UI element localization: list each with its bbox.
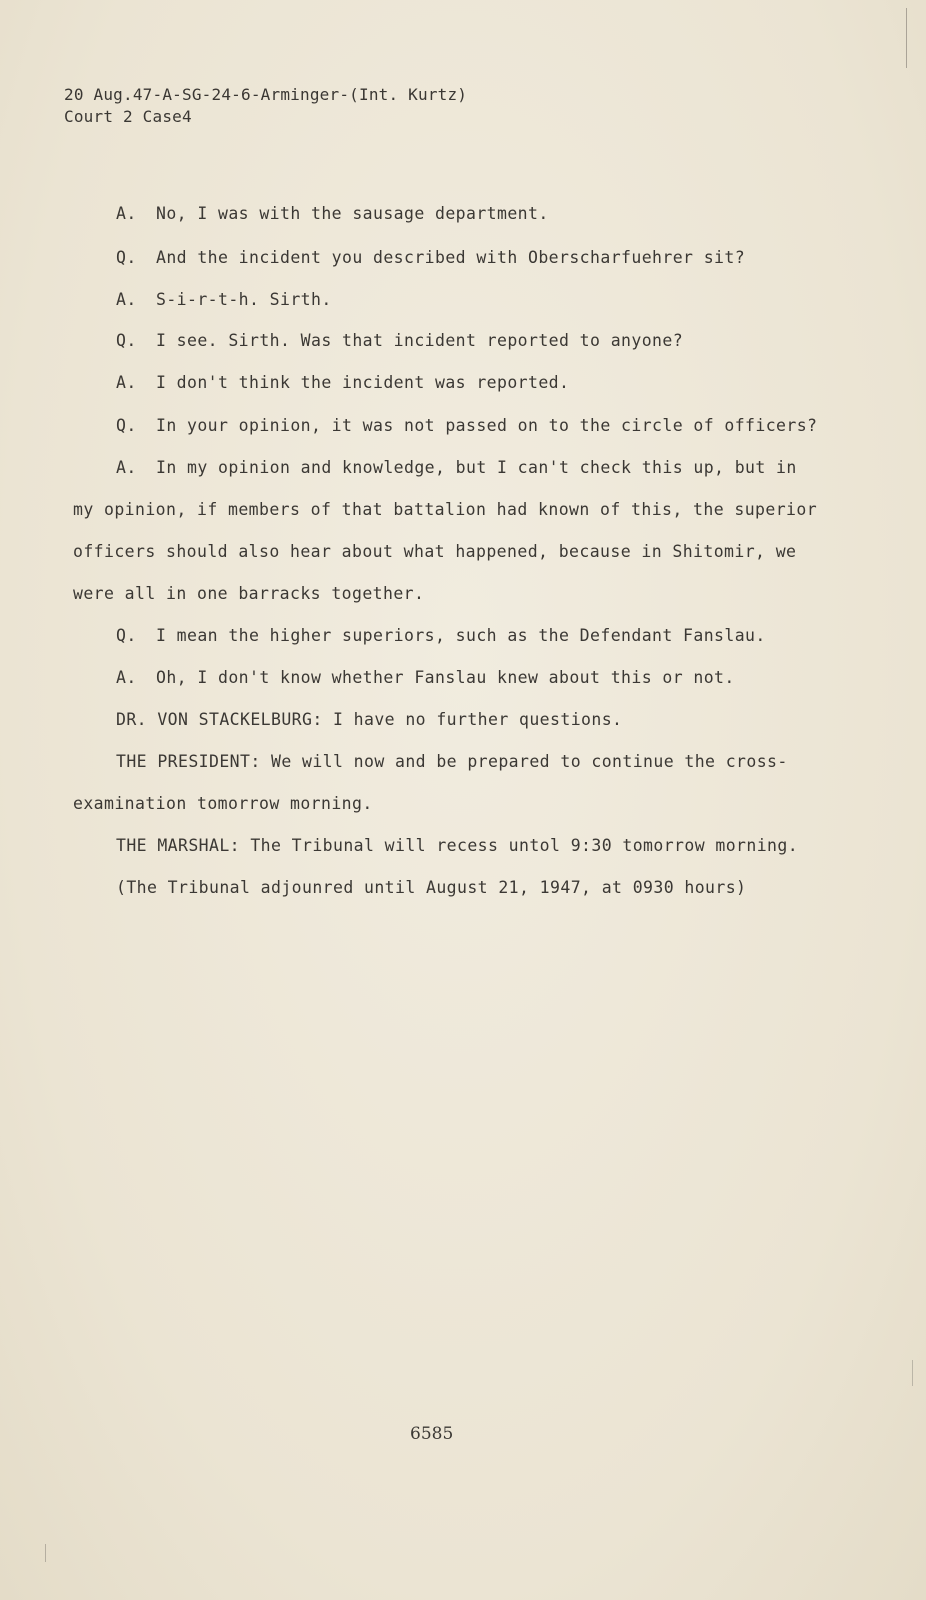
transcript-line: [116, 668, 735, 687]
transcript-line: [116, 331, 683, 350]
line-text: In my opinion and knowledge, but I can't check this up, but in: [156, 458, 797, 477]
speaker-label: A.: [116, 458, 137, 477]
transcript-line: [116, 290, 332, 309]
transcript-line: [116, 752, 788, 771]
transcript-line: [116, 416, 817, 435]
transcript-line: [73, 542, 796, 561]
transcript-line: [116, 248, 745, 267]
line-text: (The Tribunal adjounred until August 21, 1947, at 0930 hours): [116, 878, 747, 897]
speaker-label: A.: [116, 668, 137, 687]
line-text: THE MARSHAL: The Tribunal will recess untol 9:30 tomorrow morning.: [116, 836, 799, 855]
line-text: my opinion, if members of that battalion had known of this, the superior: [73, 500, 818, 519]
speaker-label: A.: [116, 290, 137, 309]
transcript-line: [116, 458, 797, 477]
line-text: THE PRESIDENT: We will now and be prepared to continue the cross-: [116, 752, 788, 771]
page-number: 6585: [410, 1424, 454, 1444]
margin-mark: [906, 8, 907, 68]
line-text: I see. Sirth. Was that incident reported to anyone?: [156, 331, 684, 350]
line-text: No, I was with the sausage department.: [156, 204, 549, 223]
header-line-1: 20 Aug.47-A-SG-24-6-Arminger-(Int. Kurtz): [64, 85, 468, 104]
line-text: S-i-r-t-h. Sirth.: [156, 290, 332, 309]
line-text: examination tomorrow morning.: [73, 794, 373, 813]
transcript-line: [73, 500, 817, 519]
line-text: Oh, I don't know whether Fanslau knew about this or not.: [156, 668, 735, 687]
transcript-line: [116, 836, 798, 855]
transcript-line: [116, 626, 766, 645]
line-text: I don't think the incident was reported.: [156, 373, 570, 392]
margin-mark: [912, 1360, 913, 1386]
speaker-label: Q.: [116, 416, 137, 435]
speaker-label: A.: [116, 373, 137, 392]
margin-mark: [45, 1544, 46, 1562]
line-text: In your opinion, it was not passed on to the circle of officers?: [156, 416, 818, 435]
transcript-line: [116, 710, 622, 729]
line-text: And the incident you described with Oberscharfuehrer sit?: [156, 248, 746, 267]
transcript-line: [116, 373, 569, 392]
transcript-line: [116, 204, 549, 223]
line-text: officers should also hear about what happened, because in Shitomir, we: [73, 542, 797, 561]
line-text: were all in one barracks together.: [73, 584, 425, 603]
speaker-label: Q.: [116, 331, 137, 350]
line-text: I mean the higher superiors, such as the Defendant Fanslau.: [156, 626, 766, 645]
speaker-label: A.: [116, 204, 137, 223]
line-text: DR. VON STACKELBURG: I have no further questions.: [116, 710, 623, 729]
header-line-2: Court 2 Case4: [64, 107, 192, 126]
speaker-label: Q.: [116, 626, 137, 645]
transcript-line: [116, 878, 746, 897]
document-header: [64, 84, 467, 128]
speaker-label: Q.: [116, 248, 137, 267]
transcript-line: [73, 584, 424, 603]
transcript-line: [73, 794, 373, 813]
